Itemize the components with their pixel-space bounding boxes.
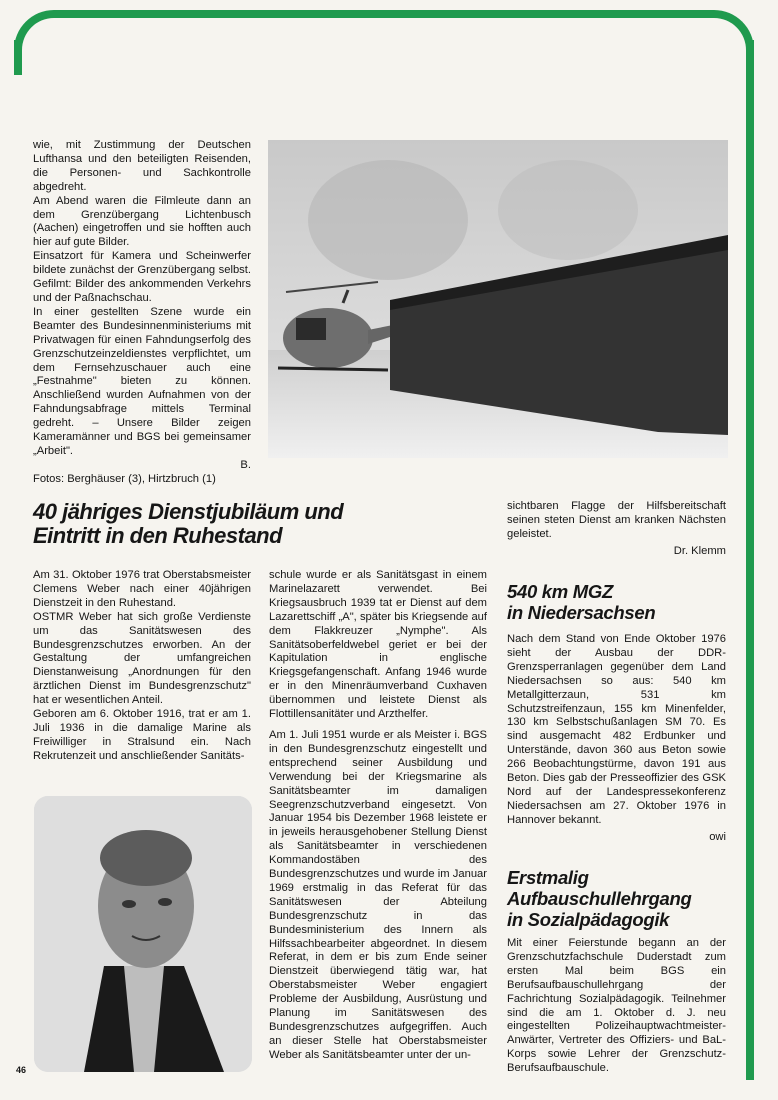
right-green-rule	[746, 40, 754, 1080]
jubilee-col3-paragraph: sichtbaren Flagge der Hilfsbereitschaft seinen steten Dienst am kranken Nächsten geleistet.	[507, 500, 726, 540]
course-article	[507, 937, 726, 1076]
jubilee-col1-paragraph-3: Geboren am 6. Oktober 1916, trat er am 1. Juli 1936 in die damalige Marine als Freiwilliger in Stralsund ein. Nach Rekrutenzeit und anschließender Sanitäts-	[33, 708, 251, 762]
portrait-photo-image	[34, 796, 252, 1072]
green-header-band	[14, 10, 754, 68]
jubilee-headline-line-2: Eintritt in den Ruhestand	[33, 523, 283, 548]
course-headline-line-2: Aufbauschullehrgang	[507, 888, 692, 909]
jubilee-headline-line-1: 40 jähriges Dienstjubiläum und	[33, 499, 344, 524]
mgz-body: Nach dem Stand von Ende Oktober 1976 sieht der Ausbau der DDR-Grenzsperranlagen gegenüber dem Land Niedersachsen so aus: 540 km Metallgitterzaun, 531 km Schutzstreifenzaun, 155 km Minenfelder, 130 km Selbstschußanlagen SM 70. Es sind ausgemacht 482 Erdbunker und Unterstände, davon 360 aus Beton sowie 266 Beobachtungstürme, davon 191 aus Beton. Dies gab der Presseoffizier des GSK Nord auf der Landespressekonferenz Niedersachsen am 27. Oktober 1976 in Hannover bekannt.	[507, 633, 726, 826]
jubilee-column-1	[33, 569, 251, 764]
course-headline-line-1: Erstmalig	[507, 867, 589, 888]
mgz-author: owi	[709, 830, 726, 843]
jubilee-headline	[33, 500, 443, 548]
intro-paragraph-3: Einsatzort für Kamera und Scheinwerfer bildete zunächst der Grenzübergang selbst. Gefilmt: Bilder des ankommenden Verkehrs und der Paßnachschau.	[33, 250, 251, 304]
jubilee-col1-paragraph-1: Am 31. Oktober 1976 trat Oberstabsmeister Clemens Weber nach einer 40jährigen Dienstzeit in den Ruhestand.	[33, 569, 251, 609]
intro-signature: B.	[240, 458, 251, 471]
course-body: Mit einer Feierstunde begann an der Grenzschutzfachschule Duderstadt zum ersten Mal beim BGS ein Berufsaufbauschullehrgang der Fachrichtung Sozialpädagogik. Teilnehmer sind die am 1. Oktober d. J. neu eingestellten Polizeihauptwachtmeister-Anwärter, Vertreter des Offiziers- und BaL-Korps sowie Lehrer der Grenzschutz-Berufsaufbauschule.	[507, 937, 726, 1075]
jubilee-column-2	[269, 569, 487, 1063]
course-headline-line-3: in Sozialpädagogik	[507, 909, 670, 930]
photo-credits: Fotos: Berghäuser (3), Hirtzbruch (1)	[33, 472, 216, 485]
intro-article	[33, 139, 251, 487]
left-green-rule	[14, 40, 22, 75]
page-number: 46	[16, 1065, 27, 1075]
mgz-headline	[507, 581, 726, 623]
jubilee-col2-paragraph-2: Am 1. Juli 1951 wurde er als Meister i. BGS in den Bundesgrenzschutz eingestellt und entsprechend seiner Ausbildung und Verwendung bei der Kriegsmarine als Sanitätsbeamter im damaligen Seegrenzschutzverband eingesetzt. Von Januar 1954 bis Dezember 1968 leistete er in jeweils herausgehobener Stellung Dienst als Sanitätsbeamter in verschiedenen Kommandostäben des Bundesgrenzschutzes und wurde im Januar 1969 erstmalig in das Referat für das Sanitätswesen der Abteilung Bundesgrenzschutz in das Bundesministerium des Innern als Hilfssachbearbeiter abgeordnet. In diesem Referat, in dem er bis zum Ende seiner Dienstzeit überwiegend tätig war, hat Oberstabsmeister Weber engagiert Probleme der Ausbildung, Ausrüstung und Planung im Sanitätswesen des Bundesgrenzschutzes aufgegriffen. Auch an dieser Stelle hat Oberstabsmeister Weber als Sanitätsbeamter unter der un-	[269, 728, 487, 1061]
jubilee-col2-paragraph-1: schule wurde er als Sanitätsgast in einem Marinelazarett verwendet. Bei Kriegsausbruch 1939 tat er Dienst auf dem Lazarettschiff „A", später bis Kriegsende auf dem Flakkreuzer „Nymphe". Als Sanitätsoberfeldwebel geriet er bei der Kapitulation in englische Kriegsgefangenschaft. Anfang 1946 wurde er in den Minenräumverband Cuxhaven übernommen und leistete Dienst als Flottillensanitäter und Arzthelfer.	[269, 569, 487, 721]
mgz-headline-line-1: 540 km MGZ	[507, 581, 613, 602]
border-guard-photo	[268, 140, 728, 458]
jubilee-col1-paragraph-2: OSTMR Weber hat sich große Verdienste um das Sanitätswesen des Bundesgrenzschutzes erworben. An der Gestaltung der umfangreichen Dienstanweisung „Anordnungen für den ärztlichen Dienst im Bundesgrenzschutz" hat er wesentlichen Anteil.	[33, 610, 251, 707]
intro-paragraph-1: wie, mit Zustimmung der Deutschen Lufthansa und den beteiligten Reisenden, die Personen- und Sachkontrolle abgedreht.	[33, 139, 251, 193]
jubilee-author: Dr. Klemm	[673, 544, 726, 557]
intro-paragraph-4: In einer gestellten Szene wurde ein Beamter des Bundesinnenministeriums mit Privatwagen für einen Fahndungserfolg des Grenzschutzeinzeldienstes verpflichtet, um dem Fernsehzuschauer auch eine „Festnahme" bieten zu können. Anschließend wurden Aufnahmen von der Fahndungsabfrage mittels Terminal gedreht. – Unsere Bilder zeigen Kameramänner und BGS bei gemeinsamer „Arbeit".	[33, 305, 251, 457]
course-headline	[507, 867, 726, 930]
jubilee-column-3	[507, 500, 726, 559]
mgz-article	[507, 633, 726, 845]
intro-paragraph-2: Am Abend waren die Filmleute dann an dem Grenzübergang Lichtenbusch (Aachen) eingetroffen und sie hofften auch hier auf gute Bilder.	[33, 194, 251, 249]
border-guard-photo-image	[268, 140, 728, 458]
mgz-headline-line-2: in Niedersachsen	[507, 602, 656, 623]
portrait-photo	[34, 796, 252, 1072]
